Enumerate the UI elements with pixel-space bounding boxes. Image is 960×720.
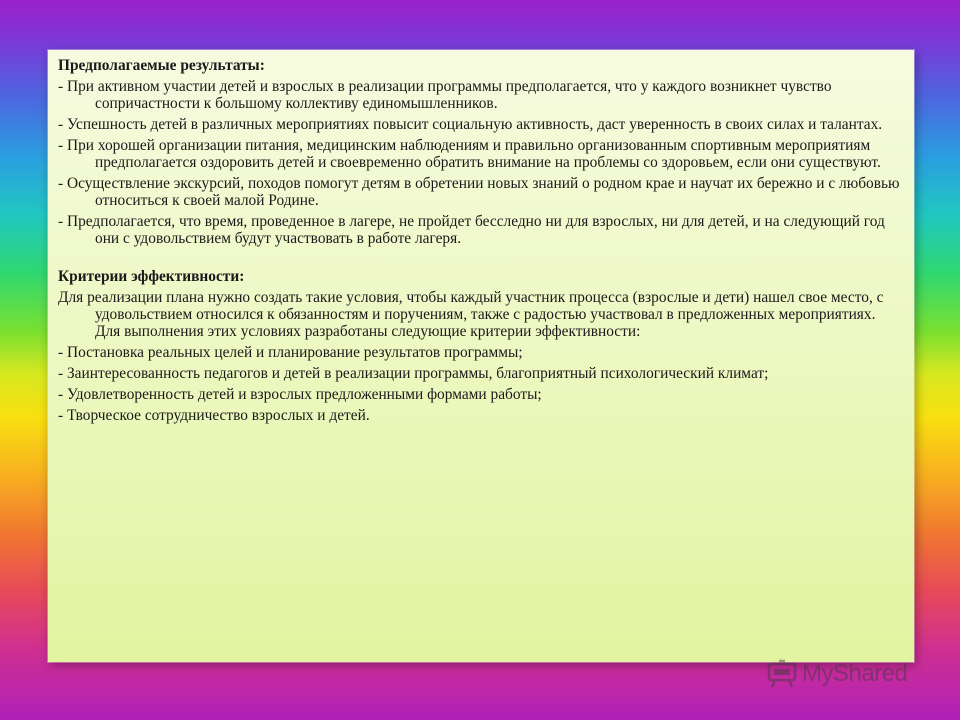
watermark-text: MyShared — [802, 660, 908, 687]
results-list — [58, 78, 904, 247]
results-item: - При активном участии детей и взрослых в реализации программы предполагается, что у каждого возникнет чувство сопричастности к большому коллективу единомышленников. — [58, 78, 832, 112]
myshared-watermark — [766, 656, 907, 692]
criteria-item: - Творческое сотрудничество взрослых и детей. — [58, 407, 370, 424]
results-item: - Успешность детей в различных мероприятиях повысит социальную активность, даст уверенность в своих силах и талантах. — [58, 116, 883, 133]
criteria-intro: Для реализации плана нужно создать такие условия, чтобы каждый участник процесса (взрослые и дети) нашел свое место, с удовольствием относился к обязанностям и поручениям, также с радостью участвовал в предложенных мероприятиях. Для выполнения этих условиях разработаны следующие критерии эффективности: — [58, 289, 884, 340]
criteria-item: - Заинтересованность педагогов и детей в реализации программы, благоприятный психологический климат; — [58, 365, 769, 382]
results-item: - Осуществление экскурсий, походов помогут детям в обретении новых знаний о родном крае и научат их бережно и с любовью относиться к своей малой Родине. — [58, 175, 900, 209]
criteria-item: - Удовлетворенность детей и взрослых предложенными формами работы; — [58, 386, 542, 403]
results-item: - Предполагается, что время, проведенное в лагере, не пройдет бесследно ни для взрослых, ни для детей, и на следующий год они с удовольствием будут участвовать в работе лагеря. — [58, 213, 885, 247]
results-item: - При хорошей организации питания, медицинским наблюдениям и правильно организованным спортивным мероприятиям предполагается оздоровить детей и своевременно обратить внимание на проблемы со здоровьем, если они существуют. — [58, 137, 881, 171]
section-spacer — [58, 251, 904, 268]
criteria-heading: Критерии эффективности: — [58, 268, 245, 285]
criteria-list — [58, 344, 904, 424]
slide-content-panel — [48, 50, 914, 662]
results-heading: Предполагаемые результаты: — [58, 57, 265, 74]
myshared-logo-icon — [766, 658, 798, 690]
criteria-item: - Постановка реальных целей и планирование результатов программы; — [58, 344, 523, 361]
